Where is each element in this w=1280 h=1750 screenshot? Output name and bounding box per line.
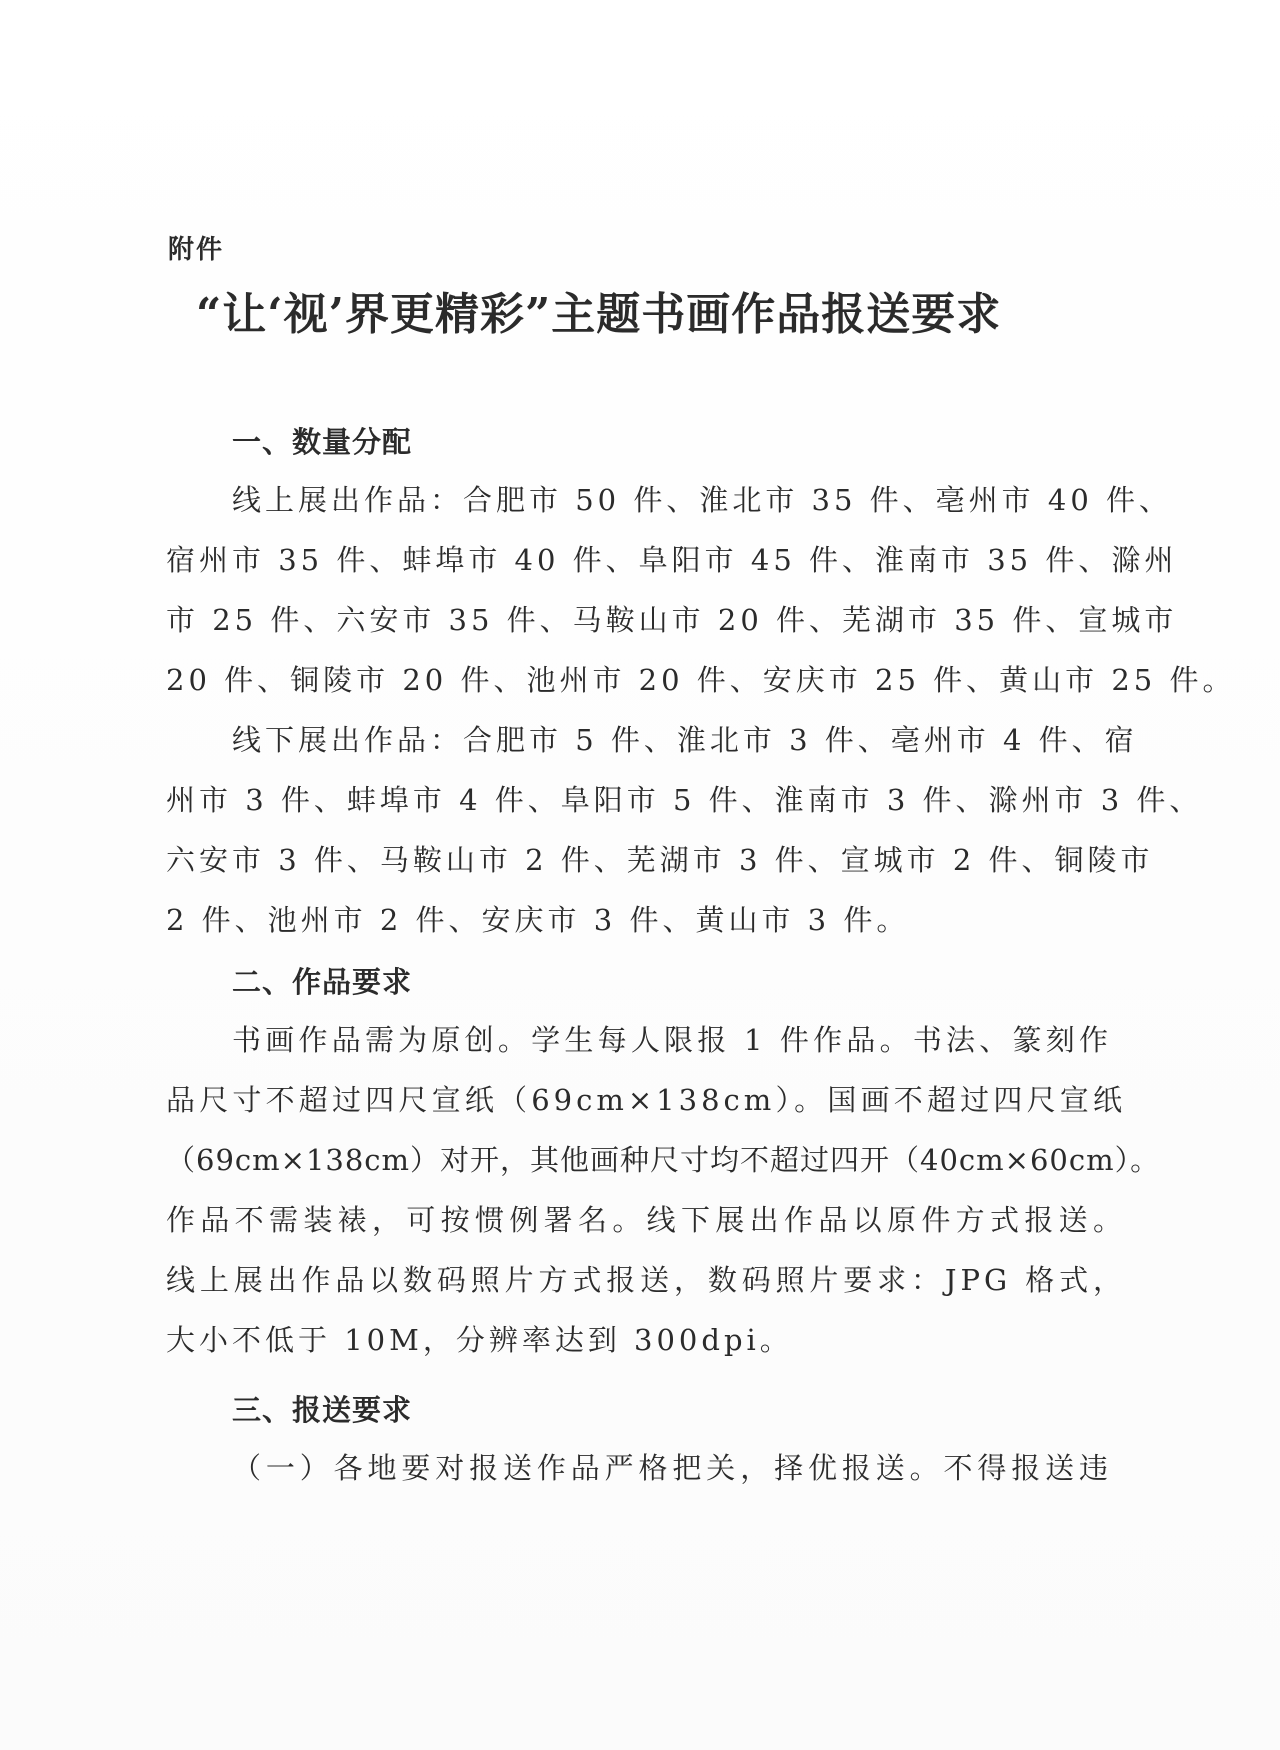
paragraph-line: 线下展出作品：合肥市 5 件、淮北市 3 件、亳州市 4 件、宿	[232, 723, 1138, 757]
paragraph-line: （一）各地要对报送作品严格把关，择优报送。不得报送违	[232, 1451, 1112, 1485]
paragraph-line: 书画作品需为原创。学生每人限报 1 件作品。书法、篆刻作	[232, 1023, 1112, 1057]
paragraph-line: 州市 3 件、蚌埠市 4 件、阜阳市 5 件、淮南市 3 件、滁州市 3 件、	[166, 783, 1203, 817]
paragraph-line: 2 件、池州市 2 件、安庆市 3 件、黄山市 3 件。	[166, 903, 910, 937]
paragraph-line: 20 件、铜陵市 20 件、池州市 20 件、安庆市 25 件、黄山市 25 件。	[166, 663, 1236, 697]
section-heading-quantity: 一、数量分配	[232, 425, 413, 459]
paragraph-line: 品尺寸不超过四尺宣纸（69cm×138cm）。国画不超过四尺宣纸	[166, 1083, 1126, 1117]
paragraph-line: 市 25 件、六安市 35 件、马鞍山市 20 件、芜湖市 35 件、宣城市	[166, 603, 1178, 637]
paragraph-line: 作品不需装裱，可按惯例署名。线下展出作品以原件方式报送。	[166, 1203, 1126, 1237]
attachment-label: 附件	[168, 235, 225, 265]
document-title: “让‘视’界更精彩”主题书画作品报送要求	[196, 289, 1002, 340]
paragraph-line: 线上展出作品：合肥市 50 件、淮北市 35 件、亳州市 40 件、	[232, 483, 1173, 517]
paragraph-line: 宿州市 35 件、蚌埠市 40 件、阜阳市 45 件、淮南市 35 件、滁州	[166, 543, 1178, 577]
section-heading-requirements: 二、作品要求	[232, 965, 413, 999]
section-heading-submission: 三、报送要求	[232, 1393, 413, 1427]
paragraph-line: 线上展出作品以数码照片方式报送，数码照片要求：JPG 格式，	[166, 1263, 1126, 1297]
paragraph-line: 六安市 3 件、马鞍山市 2 件、芜湖市 3 件、宣城市 2 件、铜陵市	[166, 843, 1154, 877]
paragraph-line: （69cm×138cm）对开，其他画种尺寸均不超过四开（40cm×60cm）。	[166, 1143, 1161, 1177]
paragraph-line: 大小不低于 10M，分辨率达到 300dpi。	[166, 1323, 793, 1357]
